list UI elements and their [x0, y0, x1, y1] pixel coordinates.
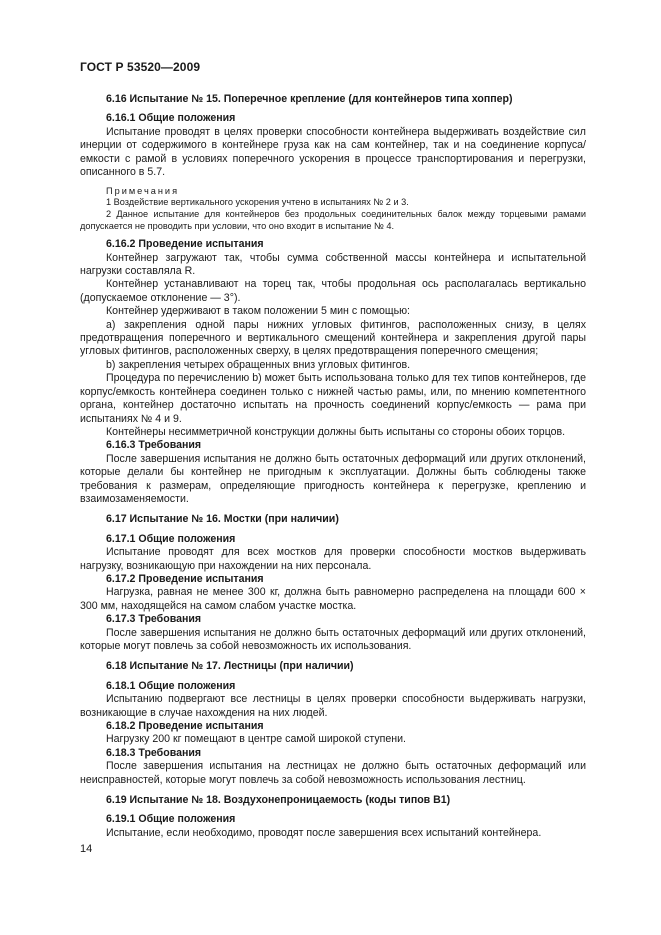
section-6-16-title: 6.16 Испытание № 15. Поперечное крепление (для контейнеров типа хоппер) [106, 93, 513, 105]
section-6-18-title: 6.18 Испытание № 17. Лестницы (при наличии) [106, 660, 354, 673]
paragraph: После завершения испытания на лестницах не должно быть остаточных деформаций или неисправностей, которые могут повлечь за собой невозможность использования лестниц. [80, 760, 586, 786]
paragraph: После завершения испытания не должно быть остаточных деформаций или других отклонений, которые делали бы контейнер не пригодным к эксплуатации. Должны быть соблюдены также требования к размерам, определяющие пригодность контейнера к перегрузке, креплению и взаимозаменяемости. [80, 452, 586, 505]
section-6-16-3-title: 6.16.3 Требования [106, 439, 202, 452]
page-number: 14 [80, 843, 93, 855]
paragraph: Нагрузку 200 кг помещают в центре самой широкой ступени. [106, 733, 406, 746]
section-6-18-2-title: 6.18.2 Проведение испытания [106, 720, 264, 733]
paragraph: Испытание проводят в целях проверки способности контейнера выдерживать воздействие сил инерции от содержимого в контейнере груза как на сам контейнер, так и на соединение корпуса/емкости с рамой в условиях поперечного ускорения в процессе транспортирования и перегрузки, описанного в 5.7. [80, 125, 586, 179]
section-6-19-1-title: 6.19.1 Общие положения [106, 813, 236, 826]
notes-title: Примечания [106, 186, 180, 197]
section-6-17-1-title: 6.17.1 Общие положения [106, 532, 236, 545]
paragraph: После завершения испытания не должно быть остаточных деформаций или других отклонений, которые могут повлечь за собой невозможность их использования. [80, 626, 586, 652]
section-6-17-title: 6.17 Испытание № 16. Мостки (при наличии) [106, 513, 339, 526]
paragraph: Испытание проводят для всех мостков для проверки способности мостков выдерживать нагрузку, возникающую при нахождении на них персонала. [80, 546, 586, 572]
section-6-18-1-title: 6.18.1 Общие положения [106, 679, 236, 692]
page-content [80, 93, 586, 840]
note-1: 1 Воздействие вертикального ускорения учтено в испытаниях № 2 и 3. [106, 197, 409, 208]
paragraph: Контейнер удерживают в таком положении 5 мин с помощью: [106, 305, 410, 318]
list-item-b: b) закрепления четырех обращенных вниз угловых фитингов. [106, 358, 411, 371]
paragraph: Нагрузка, равная не менее 300 кг, должна быть равномерно распределена на площади 600 × 300 мм, находящейся на самом слабом участке мостка. [80, 586, 586, 612]
section-6-16-1-title: 6.16.1 Общие положения [106, 112, 236, 125]
paragraph: Контейнер устанавливают на торец так, чтобы продольная ось располагалась вертикально (допускаемое отклонение — 3°). [80, 278, 586, 304]
section-6-18-3-title: 6.18.3 Требования [106, 746, 202, 759]
section-6-16-2-title: 6.16.2 Проведение испытания [106, 238, 264, 251]
paragraph: Процедура по перечислению b) может быть использована только для тех типов контейнеров, где корпус/емкость контейнера соединен только с нижней частью рамы, или, по мнению компетентного органа, контейнер достаточно испытать на прочность соединений корпус/емкость — рама при испытаниях № 4 и 9. [80, 372, 586, 425]
section-6-17-3-title: 6.17.3 Требования [106, 613, 202, 626]
standard-header: ГОСТ Р 53520—2009 [80, 60, 201, 74]
paragraph: Контейнер загружают так, чтобы сумма собственной массы контейнера и испытательной нагрузки составляла R. [80, 251, 586, 278]
note-2: 2 Данное испытание для контейнеров без продольных соединительных балок между торцевыми рамами допускается не проводить при условии, что оно входит в испытание № 4. [80, 209, 586, 231]
section-6-17-2-title: 6.17.2 Проведение испытания [106, 572, 264, 585]
section-6-19-title: 6.19 Испытание № 18. Воздухонепроницаемость (коды типов В1) [106, 794, 451, 807]
paragraph: Испытание, если необходимо, проводят после завершения всех испытаний контейнера. [106, 826, 542, 839]
list-item-a: а) закрепления одной пары нижних угловых фитингов, расположенных снизу, в целях предотвращения поперечного и вертикального смещений контейнера и закрепления другой пары угловых фитингов, расположенных сверху, в целях предотвращения поперечного смещения; [80, 318, 586, 358]
paragraph: Испытанию подвергают все лестницы в целях проверки способности выдерживать нагрузки, возникающие в случае нахождения на них людей. [80, 693, 586, 719]
paragraph: Контейнеры несимметричной конструкции должны быть испытаны со стороны обоих торцов. [106, 425, 566, 438]
